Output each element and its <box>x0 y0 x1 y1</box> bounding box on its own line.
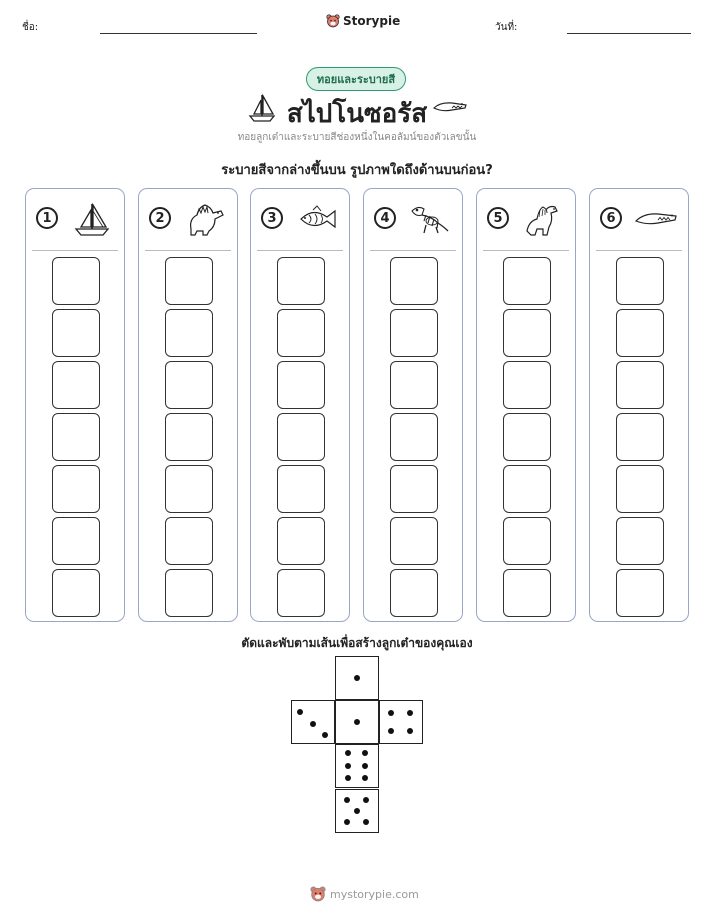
column-number: 4 <box>374 207 396 229</box>
page-title: สไปโนซอรัส <box>286 99 428 129</box>
bear-icon <box>326 14 340 28</box>
color-box[interactable] <box>390 361 438 409</box>
color-box[interactable] <box>616 309 664 357</box>
column-divider <box>370 250 456 251</box>
column-number: 2 <box>149 207 171 229</box>
sailboat-icon <box>70 201 114 237</box>
color-box[interactable] <box>503 517 551 565</box>
column-5 <box>476 188 576 622</box>
color-box[interactable] <box>390 413 438 461</box>
dice-pip <box>354 719 360 725</box>
color-box[interactable] <box>277 361 325 409</box>
fossil-icon <box>408 201 452 237</box>
color-box[interactable] <box>503 413 551 461</box>
color-box[interactable] <box>390 569 438 617</box>
column-header <box>590 189 688 251</box>
color-box[interactable] <box>52 309 100 357</box>
dice-pip <box>363 819 369 825</box>
dice-pip <box>297 709 303 715</box>
color-box[interactable] <box>390 465 438 513</box>
dice-pip <box>345 775 351 781</box>
column-header <box>364 189 462 251</box>
color-box[interactable] <box>165 309 213 357</box>
brand-logo <box>326 14 400 28</box>
question-text: ระบายสีจากล่างขึ้นบน รูปภาพใดถึงด้านบนก่อน? <box>221 163 493 178</box>
column-4 <box>363 188 463 622</box>
color-box[interactable] <box>616 361 664 409</box>
color-box[interactable] <box>52 257 100 305</box>
color-box[interactable] <box>52 465 100 513</box>
dice-pip <box>362 750 368 756</box>
dice-pip <box>322 732 328 738</box>
dice-face-below <box>335 744 379 788</box>
column-divider <box>32 250 118 251</box>
bear-icon <box>310 886 326 902</box>
color-box[interactable] <box>503 465 551 513</box>
dice-face-right <box>379 700 423 744</box>
color-box[interactable] <box>616 465 664 513</box>
dice-pip <box>407 728 413 734</box>
column-divider <box>483 250 569 251</box>
dice-face-bottom <box>335 789 379 833</box>
dice-pip <box>354 675 360 681</box>
color-box[interactable] <box>277 257 325 305</box>
color-box[interactable] <box>503 257 551 305</box>
spinosaurus-icon <box>183 201 227 237</box>
color-box[interactable] <box>503 309 551 357</box>
color-box[interactable] <box>52 569 100 617</box>
dice-pip <box>363 797 369 803</box>
color-box[interactable] <box>165 361 213 409</box>
column-number: 3 <box>261 207 283 229</box>
column-header <box>477 189 575 251</box>
color-box[interactable] <box>52 361 100 409</box>
footer-site: mystorypie.com <box>330 887 419 901</box>
column-header <box>139 189 237 251</box>
color-box[interactable] <box>277 517 325 565</box>
brand-name: Storypie <box>343 14 401 28</box>
color-box[interactable] <box>165 517 213 565</box>
column-divider <box>145 250 231 251</box>
color-box[interactable] <box>390 257 438 305</box>
category-badge: ทอยและระบายสี <box>306 67 406 91</box>
color-box[interactable] <box>390 517 438 565</box>
dice-face-left <box>291 700 335 744</box>
color-box[interactable] <box>165 257 213 305</box>
color-box[interactable] <box>616 257 664 305</box>
color-box[interactable] <box>52 413 100 461</box>
dice-pip <box>388 728 394 734</box>
dice-pip <box>344 797 350 803</box>
dice-pip <box>388 710 394 716</box>
column-1 <box>25 188 125 622</box>
color-box[interactable] <box>165 465 213 513</box>
color-box[interactable] <box>277 569 325 617</box>
dice-face-top <box>335 656 379 700</box>
color-box[interactable] <box>616 517 664 565</box>
column-divider <box>596 250 682 251</box>
color-box[interactable] <box>165 569 213 617</box>
dice-pip <box>344 819 350 825</box>
column-2 <box>138 188 238 622</box>
date-line[interactable] <box>567 33 691 34</box>
dice-pip <box>362 775 368 781</box>
name-label: ชื่อ: <box>22 22 39 33</box>
dice-pip <box>345 763 351 769</box>
crocodile-icon <box>432 98 468 116</box>
color-box[interactable] <box>390 309 438 357</box>
dice-pip <box>407 710 413 716</box>
date-label: วันที่: <box>495 22 518 33</box>
color-box[interactable] <box>277 413 325 461</box>
footer <box>310 886 419 902</box>
dice-face-center <box>335 700 379 744</box>
column-6 <box>589 188 689 622</box>
color-box[interactable] <box>165 413 213 461</box>
column-divider <box>257 250 343 251</box>
dice-pip <box>354 808 360 814</box>
color-box[interactable] <box>503 361 551 409</box>
fish-icon <box>295 201 339 237</box>
crocodile-icon <box>634 201 678 237</box>
name-line[interactable] <box>100 33 257 34</box>
column-number: 5 <box>487 207 509 229</box>
column-number: 6 <box>600 207 622 229</box>
column-header <box>251 189 349 251</box>
column-3 <box>250 188 350 622</box>
dinosaur-icon <box>521 201 565 237</box>
page-subtitle: ทอยลูกเต๋าและระบายสีช่องหนึ่งในคอลัมน์ของตัวเลขนั้น <box>237 132 477 143</box>
dice-pip <box>310 721 316 727</box>
dice-pip <box>362 763 368 769</box>
cut-instruction: ตัดและพับตามเส้นเพื่อสร้างลูกเต๋าของคุณเอง <box>241 636 473 650</box>
color-box[interactable] <box>277 309 325 357</box>
color-box[interactable] <box>277 465 325 513</box>
color-box[interactable] <box>616 569 664 617</box>
dice-pip <box>345 750 351 756</box>
column-number: 1 <box>36 207 58 229</box>
color-box[interactable] <box>503 569 551 617</box>
color-box[interactable] <box>616 413 664 461</box>
column-header <box>26 189 124 251</box>
color-box[interactable] <box>52 517 100 565</box>
